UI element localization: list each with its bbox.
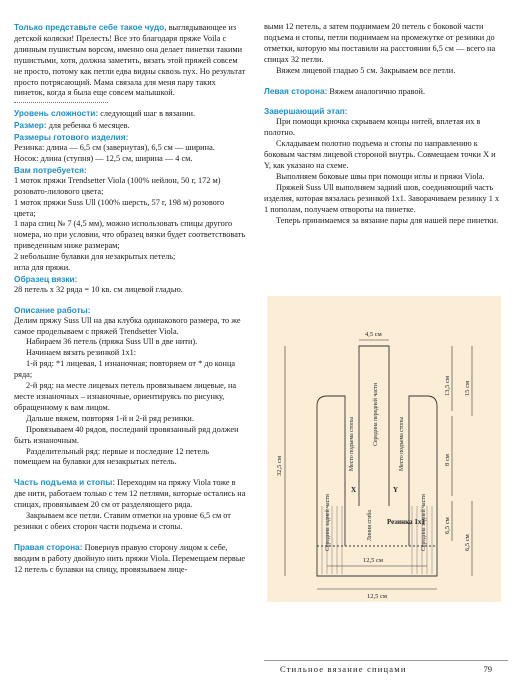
final-heading: Завершающий этап: (264, 106, 348, 117)
outline-right-side (409, 396, 437, 503)
work-3: Начинаем вязать резинкой 1х1: (26, 348, 137, 358)
part-line (14, 477, 246, 511)
gauge-text: 28 петель х 32 ряда = 10 кв. см лицевой гладью. (14, 284, 183, 294)
work-5: 2-й ряд: на месте лицевых петель провязываем лицевые, на месте изнаночных – изнаночные, ориентируясь по рисунку, обращенному к вам лицом. (14, 381, 237, 412)
part-2: Закрываем все петли. Ставим отметки на уровне 6,5 см от резинки с обеих сторон части подъема и стопы. (14, 511, 231, 531)
materials-1: 1 моток пряжи Trendsetter Viola (100% нейлон, 50 г, 172 м) розовато-лилового цвета; (14, 175, 221, 196)
dim-r2-label: 15 см (464, 380, 471, 396)
spacer (264, 97, 504, 106)
dim-r4-label: 6,5 см (444, 517, 451, 534)
work-1: Делим пряжу Suss Ull на два клубка одинакового размера, то же самое проделываем с пряжей Trendsetter Viola. (14, 315, 241, 336)
page-number: 79 (483, 664, 492, 674)
page-footer (280, 664, 502, 674)
work-2: Набираем 36 петель (пряжа Suss Ull в две нити). (26, 337, 198, 347)
dim-r3-label: 8 см (444, 454, 451, 466)
materials-4: 2 небольшие булавки для незакрытых петель; (14, 252, 176, 262)
size-line (14, 120, 246, 132)
spacer (14, 296, 246, 305)
label-back-right: Середина задней части (421, 494, 427, 551)
mark-x: X (351, 486, 357, 494)
spacer (264, 77, 504, 86)
left-side-heading: Левая сторона: (264, 85, 328, 96)
label-place-right: Место подъема стопы (399, 416, 405, 471)
label-place-left: Место подъема стопы (349, 416, 355, 471)
outline-left-side (317, 396, 345, 503)
right-side-text: Повернув правую сторону лицом к себе, вводим в работу двойную нить пряжи Viola. Перемещаем первые 12 петель с булавки на спицу, провязываем лице- (14, 542, 246, 574)
right-side-line (14, 542, 246, 576)
right-column (264, 22, 504, 226)
dims-line-2: Носок: длина (ступня) — 12,5 см, ширина — 4 см. (14, 153, 193, 163)
divider (14, 102, 108, 103)
left-column (14, 22, 246, 576)
final-5: Теперь принимаемся за вязание пары для нашей пере пинетки. (276, 215, 499, 225)
right-side-heading: Правая сторона: (14, 541, 83, 552)
work-4: 1-й ряд: *1 лицевая, 1 изнаночная; повторяем от * до конца ряда; (14, 359, 236, 380)
cont-2: Вяжем лицевой гладью 5 см. Закрываем все петли. (276, 65, 456, 75)
level-heading: Уровень сложности: (14, 108, 99, 119)
work-heading: Описание работы: (14, 304, 91, 315)
intro-paragraph (14, 22, 246, 99)
materials-heading: Вам потребуется: (14, 164, 87, 175)
dim-inner-label: 12,5 см (363, 557, 383, 564)
final-4: Пряжей Suss Ull выполняем задний шов, соединяющий часть изделия, которая вязалась резинкой 1х1. Заворачиваем резинку 1 х 1 пополам, получаем отвороты на пинетке. (264, 182, 500, 214)
outline-bottom (317, 503, 437, 576)
final-2: Складываем полотно подъема и стопы по направлению к боковым частям лицевой стороной внутрь. Совмещаем точки X и Y, как указано на схеме. (264, 139, 496, 170)
label-front: Середина передней части (373, 382, 379, 446)
dim-r5-label: 6,5 см (464, 534, 471, 551)
materials-3: 1 пара спиц № 7 (4,5 мм), можно использовать спицы другого номера, но при условии, что образец вязки будет соответствовать приведенным ниже размерам; (14, 219, 246, 251)
intro-lead: Только представьте себе такое чудо, (14, 22, 167, 32)
spacer (14, 468, 246, 477)
size-text: для ребенка 6 месяцев. (46, 121, 130, 131)
cont-1: выми 12 петель, а затем поднимаем 20 петель с боковой части подъема и стопы, петли поднимаем на промежутке от резинки до отметки, которую мы поставили на расстоянии 6,5 см — всего на спицах 32 петли. (264, 22, 496, 64)
dim-top-label: 4,5 см (365, 331, 382, 338)
pattern-diagram (267, 296, 501, 602)
work-6: Дальше вяжем, повторяя 1-й и 2-й ряд резинки. (26, 413, 194, 423)
pattern-schematic (267, 296, 501, 602)
label-back-left: Середина задней части (325, 494, 331, 551)
footer-rule (264, 660, 508, 661)
left-side-line (264, 86, 504, 98)
spacer (14, 533, 246, 542)
left-side-text: Вяжем аналогично правой. (327, 86, 426, 96)
dim-r1-label: 13,5 см (444, 376, 451, 396)
level-text: следующий шаг в вязании. (98, 109, 196, 119)
mark-y: Y (393, 486, 399, 494)
dim-bottom-label: 12,5 см (367, 593, 387, 600)
dim-left-label: 32,5 см (276, 456, 283, 476)
work-7: Провязываем 40 рядов, последний провязанный ряд должен быть изнаночным. (14, 424, 239, 445)
part-heading: Часть подъема и стопы: (14, 477, 116, 488)
work-8: Разделительный ряд: первые и последние 12 петель помещаем на булавки для незакрытых петель. (14, 446, 210, 467)
gauge-heading: Образец вязки: (14, 273, 78, 284)
materials-2: 1 моток пряжи Suss Ull (100% шерсть, 57 г, 198 м) розового цвета; (14, 197, 225, 218)
final-3: Выполняем боковые швы при помощи иглы и пряжи Viola. (276, 171, 485, 181)
materials-5: игла для пряжи. (14, 263, 71, 273)
label-rib: Резинка 1х1 (387, 518, 425, 526)
dims-line-1: Резинка: длина — 6,5 см (завернутая), 6,5 см — ширина. (14, 143, 215, 153)
label-fold: Линия сгиба (367, 510, 373, 541)
level-line (14, 108, 246, 120)
part-text: Переходим на пряжу Viola тоже в две нити, работаем только с тем 12 петлями, которые остались на спицах, провязываем 20 см от разделяющего ряда. (14, 478, 246, 510)
intro-text: выглядывающее из детской коляски! Прелесть! Все это благодаря пряже Voila с длинным пушистым ворсом, именно она делает пинетки такими пушистыми, хотя, должна заметить, вязать этой пряжей совсем не просто, потому как петли едва видны сквозь пух. Но результат просто потрясающий. Мама связала для меня пару таких пинеток, когда я была еще совсем малышкой. (14, 23, 246, 98)
size-heading: Размер: (14, 120, 47, 131)
dims-heading: Размеры готового изделия: (14, 132, 129, 143)
final-1: При помощи крючка скрываем концы нитей, вплетая их в полотно. (264, 117, 481, 138)
footer-title: Стильное вязание спицами (280, 664, 407, 674)
